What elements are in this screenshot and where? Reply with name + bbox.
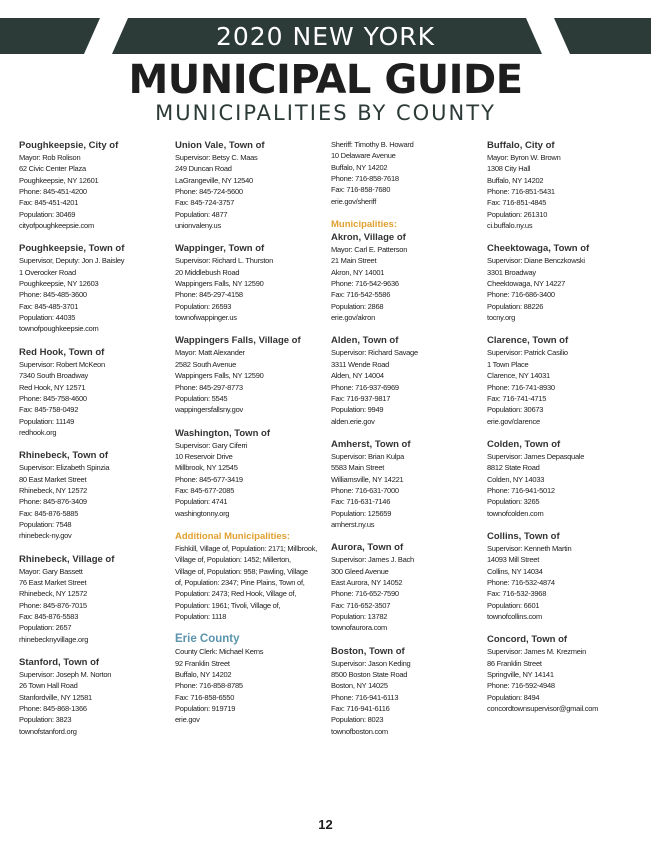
additional-municipalities-text (175, 543, 327, 622)
detail-line: Colden, NY 14033 (487, 474, 545, 484)
municipality-entry (487, 334, 639, 426)
municipality-name: Washington, Town of (175, 427, 270, 439)
detail-line: Phone: 716-941-5012 (487, 485, 555, 495)
detail-line: Fishkill, Village of, Population: 2171; Millbrook, (175, 543, 318, 553)
detail-line: Population: 30673 (487, 405, 544, 415)
municipality-entry (331, 645, 483, 737)
detail-line: Mayor: Rob Rolison (19, 153, 81, 162)
municipality-name: Amherst, Town of (331, 438, 411, 450)
detail-line: concordtownsupervisor@gmail.com (487, 704, 599, 714)
detail-line: 3301 Broadway (487, 267, 536, 277)
detail-line: Fax: 845-677-2085 (175, 485, 235, 495)
detail-line: Fax: 716-532-3968 (487, 589, 547, 599)
detail-line: Population: 919719 (175, 704, 236, 714)
detail-line: Population: 8023 (331, 715, 384, 725)
column-1 (19, 139, 171, 748)
detail-line: Supervisor: Jason Keding (331, 658, 411, 668)
title-banner (0, 18, 651, 54)
detail-line: 5583 Main Street (331, 463, 385, 473)
section-heading: Municipalities: (331, 219, 397, 231)
detail-line: 7340 South Broadway (19, 371, 89, 381)
detail-line: 86 Franklin Street (487, 658, 542, 668)
detail-line: Poughkeepsie, NY 12603 (19, 279, 99, 289)
detail-line: alden.erie.gov (331, 416, 375, 426)
detail-line: 80 East Market Street (19, 474, 87, 484)
column-2 (175, 139, 327, 737)
detail-line: Population: 13782 (331, 612, 388, 621)
detail-line: 21 Main Street (331, 256, 377, 266)
detail-line: Population: 1961; Tivoli, Village of, (175, 600, 281, 610)
detail-line: 10 Reservoir Drive (175, 451, 233, 461)
detail-line: Phone: 845-297-4158 (175, 290, 243, 300)
detail-line: Fax: 845-724-3757 (175, 198, 235, 208)
detail-line: Fax: 845-876-5583 (19, 612, 79, 621)
detail-line: Population: 8494 (487, 692, 540, 702)
detail-line: Population: 30469 (19, 209, 76, 219)
detail-line: 300 Gleed Avenue (331, 566, 389, 576)
municipality-entry (331, 541, 483, 633)
detail-line: Population: 9949 (331, 405, 384, 415)
detail-line: Population: 88226 (487, 301, 544, 311)
municipality-entry (19, 139, 171, 231)
municipality-entry (487, 633, 639, 714)
detail-line: Phone: 716-941-6113 (331, 692, 399, 702)
detail-line: Phone: 845-876-7015 (19, 600, 87, 610)
municipality-name: Wappinger, Town of (175, 243, 265, 255)
detail-line: Boston, NY 14025 (331, 681, 388, 691)
detail-line: Phone: 845-724-5600 (175, 187, 243, 197)
detail-line: 2582 South Avenue (175, 359, 237, 369)
detail-line: East Aurora, NY 14052 (331, 577, 403, 587)
detail-line: Mayor: Matt Alexander (175, 348, 245, 358)
detail-line: Population: 4741 (175, 497, 228, 507)
detail-line: townofaurora.com (331, 623, 388, 633)
detail-line: Village of, Population: 958; Pawling, Village (175, 566, 308, 576)
detail-line: Supervisor: Elizabeth Spinzia (19, 463, 110, 473)
detail-line: Rhinebeck, NY 12572 (19, 485, 88, 495)
detail-line: Supervisor: Robert McKeon (19, 359, 105, 369)
detail-line: townofboston.com (331, 726, 388, 736)
municipality-name: Collins, Town of (487, 530, 560, 542)
detail-line: wappingersfallsny.gov (175, 405, 243, 415)
detail-line: Population: 11149 (19, 416, 75, 426)
municipality-name: Buffalo, City of (487, 140, 555, 151)
detail-line: amherst.ny.us (331, 519, 375, 529)
municipality-entry (175, 242, 327, 323)
detail-line: Population: 26593 (175, 301, 232, 311)
detail-line: Fax: 845-485-3701 (19, 301, 79, 311)
detail-line: Mayor: Byron W. Brown (487, 153, 561, 162)
detail-line: 26 Town Hall Road (19, 681, 78, 691)
detail-line: rhinebeck-ny.gov (19, 531, 72, 541)
municipality-entry (487, 242, 639, 323)
detail-line: Buffalo, NY 14202 (331, 162, 388, 172)
detail-line: Millbrook, NY 12545 (175, 463, 238, 473)
page-number: 12 (318, 817, 333, 832)
detail-line: rhinebecknyvillage.org (19, 634, 89, 644)
detail-line: 8500 Boston State Road (331, 670, 408, 680)
detail-line: ci.buffalo.ny.us (487, 221, 533, 231)
detail-line: Supervisor, Deputy: Jon J. Baisley (19, 256, 125, 266)
detail-line: erie.gov/sheriff (331, 196, 377, 206)
detail-line: Supervisor: James Depasquale (487, 451, 585, 461)
detail-line: Population: 261310 (487, 209, 548, 219)
detail-line: Phone: 716-741-8930 (487, 382, 555, 392)
detail-line: 10 Delaware Avenue (331, 151, 396, 161)
detail-line: Fax: 716-741-4715 (487, 393, 547, 403)
detail-line: Fax: 716-851-4845 (487, 198, 547, 208)
county-heading: Erie County (175, 633, 240, 646)
municipality-entry (19, 553, 171, 645)
municipality-entry (487, 530, 639, 622)
detail-line: Population: 3823 (19, 715, 72, 725)
detail-line: Alden, NY 14004 (331, 371, 384, 381)
detail-line: erie.gov/akron (331, 313, 376, 323)
municipality-entry (19, 449, 171, 541)
detail-line: Population: 2473; Red Hook, Village of, (175, 589, 297, 599)
detail-line: Cheektowaga, NY 14227 (487, 279, 566, 289)
detail-line: Phone: 716-532-4874 (487, 577, 555, 587)
banner-title: 2020 NEW YORK (215, 22, 436, 51)
detail-line: Supervisor: Betsy C. Maas (175, 153, 258, 162)
detail-line: Phone: 845-297-8773 (175, 382, 243, 392)
detail-line: Population: 44035 (19, 313, 76, 323)
detail-line: Supervisor: Gary Ciferri (175, 440, 248, 450)
detail-line: Supervisor: Richard Savage (331, 348, 418, 358)
detail-line: Phone: 716-937-6969 (331, 382, 399, 392)
detail-line: unionvaleny.us (175, 221, 221, 231)
municipality-name: Cheektowaga, Town of (487, 243, 590, 255)
detail-line: Williamsville, NY 14221 (331, 474, 404, 484)
municipality-name: Union Vale, Town of (175, 140, 265, 151)
detail-line: townofwappinger.us (175, 313, 237, 323)
detail-line: 1308 City Hall (487, 164, 531, 174)
detail-line: tocny.org (487, 313, 516, 323)
municipality-entry (331, 231, 483, 323)
detail-line: County Clerk: Michael Kerns (175, 647, 264, 657)
detail-line: 8812 State Road (487, 463, 540, 473)
detail-line: LaGrangeville, NY 12540 (175, 175, 253, 185)
detail-line: Supervisor: Brian Kulpa (331, 451, 405, 461)
detail-line: Fax: 716-652-3507 (331, 600, 391, 610)
detail-line: 62 Civic Center Plaza (19, 164, 86, 174)
detail-line: Collins, NY 14034 (487, 566, 543, 576)
municipality-name: Rhinebeck, Town of (19, 450, 109, 462)
detail-line: Supervisor: James J. Bach (331, 555, 414, 565)
municipality-name: Alden, Town of (331, 335, 399, 347)
detail-line: Population: 7548 (19, 519, 72, 529)
detail-line: Phone: 716-686-3400 (487, 290, 555, 300)
detail-line: Phone: 716-631-7000 (331, 485, 399, 495)
municipality-entry (19, 656, 171, 737)
detail-line: Fax: 716-858-6550 (175, 692, 235, 702)
detail-line: Village of, Population: 1452; Millerton, (175, 555, 291, 565)
detail-line: Poughkeepsie, NY 12601 (19, 175, 99, 185)
detail-line: Supervisor: Patrick Casilio (487, 348, 568, 358)
detail-line: 1 Overocker Road (19, 267, 76, 277)
detail-line: Akron, NY 14001 (331, 267, 385, 277)
detail-line: Fax: 845-876-5885 (19, 508, 79, 518)
municipality-entry (175, 427, 327, 519)
municipality-name: Aurora, Town of (331, 542, 404, 554)
detail-line: erie.gov (175, 715, 200, 725)
municipality-name: Stanford, Town of (19, 657, 100, 669)
detail-line: Red Hook, NY 12571 (19, 382, 86, 392)
detail-line: Fax: 845-451-4201 (19, 198, 79, 208)
detail-line: Supervisor: Diane Benczkowski (487, 256, 585, 266)
detail-line: Phone: 845-868-1366 (19, 704, 87, 714)
detail-line: Supervisor: James M. Krezmein (487, 647, 587, 657)
detail-line: cityofpoughkeepsie.com (19, 221, 94, 231)
column-4 (487, 139, 639, 725)
detail-line: Population: 3265 (487, 497, 540, 507)
municipality-entry (19, 346, 171, 438)
section-heading: Additional Municipalities: (175, 530, 291, 542)
detail-line: Phone: 845-876-3409 (19, 497, 87, 507)
detail-line: erie.gov/clarence (487, 416, 540, 426)
detail-line: Population: 125659 (331, 508, 392, 518)
municipality-name: Boston, Town of (331, 645, 405, 657)
detail-line: Population: 2868 (331, 301, 384, 311)
municipality-name: Rhinebeck, Village of (19, 553, 115, 565)
municipality-entry (487, 139, 639, 231)
detail-line: Population: 6601 (487, 600, 540, 610)
municipality-name: Red Hook, Town of (19, 346, 105, 358)
detail-line: Phone: 716-542-9636 (331, 279, 399, 289)
main-title: MUNICIPAL GUIDE (128, 57, 523, 103)
detail-line: 14093 Mill Street (487, 555, 540, 565)
detail-line: Phone: 716-858-7618 (331, 174, 399, 184)
detail-line: Population: 2657 (19, 623, 72, 633)
detail-line: Phone: 845-485-3600 (19, 290, 87, 300)
municipality-name: Colden, Town of (487, 438, 561, 450)
column-3 (331, 139, 483, 748)
contact-block (331, 139, 483, 207)
detail-line: townofcolden.com (487, 508, 544, 518)
detail-line: Mayor: Gary Bassett (19, 566, 83, 576)
detail-line: Sheriff: Timothy B. Howard (331, 140, 414, 149)
detail-line: Mayor: Carl E. Patterson (331, 245, 408, 255)
detail-line: of, Population: 2347; Pine Plains, Town of, (175, 577, 305, 587)
detail-line: 249 Duncan Road (175, 164, 232, 174)
contact-block (175, 646, 327, 725)
detail-line: Fax: 716-631-7146 (331, 497, 391, 507)
sub-title: MUNICIPALITIES BY COUNTY (155, 101, 496, 125)
municipality-entry (175, 139, 327, 231)
detail-line: Fax: 716-937-9817 (331, 393, 391, 403)
municipality-entry (19, 242, 171, 334)
municipality-name: Poughkeepsie, Town of (19, 243, 125, 255)
detail-line: Phone: 845-677-3419 (175, 474, 243, 484)
detail-line: 20 Middlebush Road (175, 267, 240, 277)
detail-line: Rhinebeck, NY 12572 (19, 589, 88, 599)
detail-line: Stanfordville, NY 12581 (19, 692, 92, 702)
detail-line: Phone: 716-592-4948 (487, 681, 555, 691)
detail-line: Fax: 845-758-0492 (19, 405, 79, 415)
detail-line: Supervisor: Richard L. Thurston (175, 256, 273, 266)
detail-line: Fax: 716-941-6116 (331, 704, 390, 714)
detail-line: Phone: 716-652-7590 (331, 589, 399, 599)
detail-line: washingtonny.org (175, 508, 230, 518)
detail-line: Population: 1118 (175, 612, 227, 621)
municipality-name: Concord, Town of (487, 634, 568, 646)
detail-line: Phone: 845-451-4200 (19, 187, 87, 197)
municipality-entry (331, 334, 483, 426)
detail-line: Fax: 716-542-5586 (331, 290, 391, 300)
detail-line: Wappingers Falls, NY 12590 (175, 371, 264, 381)
municipality-name: Wappingers Falls, Village of (175, 335, 301, 347)
detail-line: Springville, NY 14141 (487, 670, 554, 680)
detail-line: Population: 4877 (175, 209, 228, 219)
detail-line: Phone: 716-851-5431 (487, 187, 555, 197)
detail-line: Phone: 716-858-8785 (175, 681, 243, 691)
detail-line: 76 East Market Street (19, 577, 87, 587)
detail-line: Fax: 716-858-7680 (331, 185, 391, 195)
municipality-entry (331, 438, 483, 530)
municipality-entry (487, 438, 639, 519)
detail-line: Phone: 845-758-4600 (19, 393, 87, 403)
detail-line: Buffalo, NY 14202 (175, 670, 232, 680)
detail-line: redhook.org (19, 427, 57, 437)
detail-line: Supervisor: Kenneth Martin (487, 543, 572, 553)
detail-line: townofstanford.org (19, 726, 77, 736)
detail-line: Clarence, NY 14031 (487, 371, 550, 381)
municipality-name: Poughkeepsie, City of (19, 140, 119, 151)
detail-line: townofpoughkeepsie.com (19, 324, 99, 334)
detail-line: Population: 5545 (175, 393, 228, 403)
municipality-name: Akron, Village of (331, 232, 406, 244)
detail-line: 3311 Wende Road (331, 359, 390, 369)
detail-line: Wappingers Falls, NY 12590 (175, 279, 264, 289)
detail-line: townofcollins.com (487, 612, 542, 621)
municipality-name: Clarence, Town of (487, 335, 569, 347)
detail-line: 1 Town Place (487, 359, 529, 369)
detail-line: 92 Franklin Street (175, 658, 230, 668)
detail-line: Supervisor: Joseph M. Norton (19, 670, 112, 680)
detail-line: Buffalo, NY 14202 (487, 175, 544, 185)
municipality-entry (175, 334, 327, 415)
